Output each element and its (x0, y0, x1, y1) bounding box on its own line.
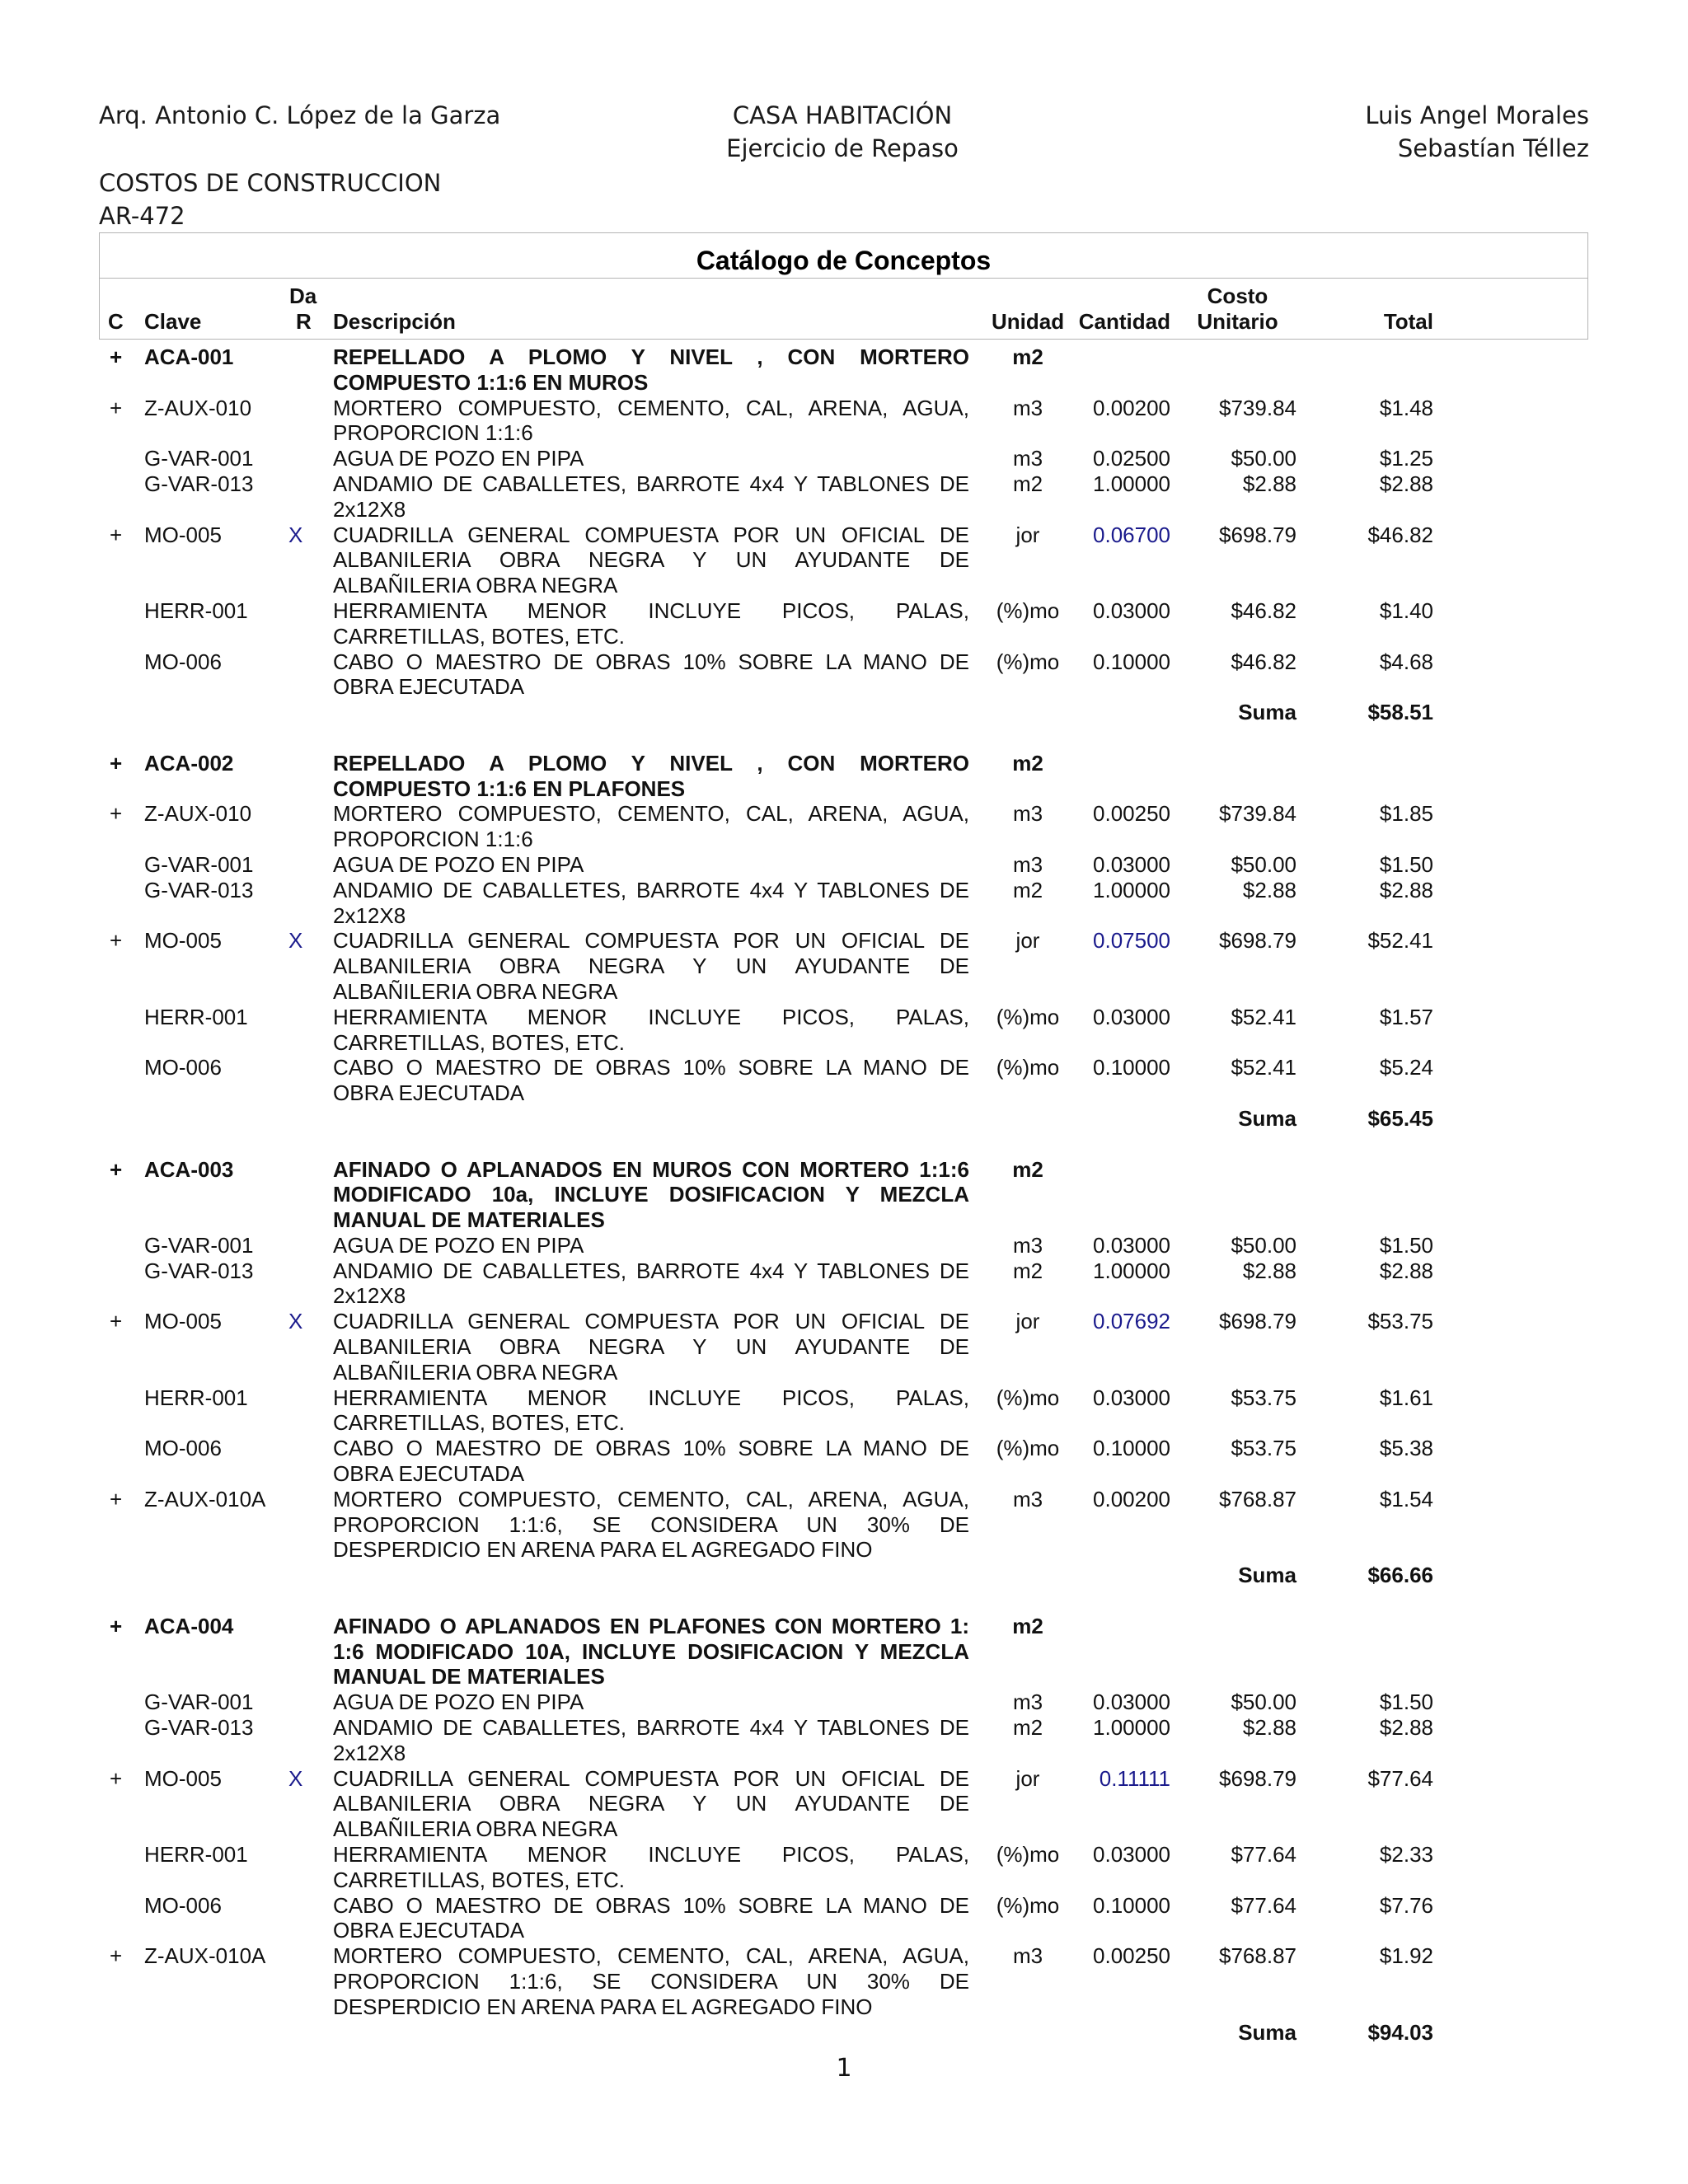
description-cell: CUADRILLA GENERAL COMPUESTA POR UN OFICIAL DE ALBANILERIA OBRA NEGRA Y UN AYUDANTE DE ALBAÑILERIA OBRA NEGRA (333, 1309, 969, 1385)
concept-table-body (0, 344, 1688, 2045)
clave-cell: Z-AUX-010 (144, 801, 252, 827)
clave-cell: G-VAR-013 (144, 1715, 254, 1741)
table-row (0, 649, 1688, 701)
sum-row (0, 1563, 1688, 1614)
expand-sign: + (110, 750, 123, 776)
concept-row (0, 1157, 1688, 1233)
clave-cell: HERR-001 (144, 1842, 248, 1868)
col-c: C (108, 309, 124, 334)
unit-cell: m2 (1012, 1715, 1043, 1741)
unit-cost-cell: $46.82 (1231, 649, 1296, 674)
clave-cell: G-VAR-001 (144, 1232, 254, 1258)
clave-cell: MO-006 (144, 1892, 222, 1918)
table-row (0, 1690, 1688, 1715)
unit-cost-cell: $50.00 (1231, 1690, 1296, 1715)
da-mark: X (288, 522, 303, 547)
quantity-cell: 0.07692 (1093, 1309, 1170, 1334)
col-costo-bottom: Unitario (1197, 309, 1278, 334)
description-cell: ANDAMIO DE CABALLETES, BARROTE 4x4 Y TABLONES DE 2x12X8 (333, 877, 969, 928)
unit-cell: m3 (1012, 446, 1043, 471)
quantity-cell: 0.03000 (1093, 598, 1170, 623)
clave-cell: MO-005 (144, 1765, 222, 1791)
unit-cost-cell: $53.75 (1231, 1436, 1296, 1461)
concept-row (0, 344, 1688, 396)
clave-cell: ACA-001 (144, 344, 234, 369)
table-row (0, 801, 1688, 852)
expand-sign: + (110, 1486, 123, 1511)
table-row (0, 523, 1688, 598)
clave-cell: G-VAR-001 (144, 446, 254, 471)
student-name-2: Sebastían Téllez (1397, 134, 1589, 162)
concept-row (0, 751, 1688, 802)
course-code: AR-472 (99, 202, 185, 230)
sum-total: $65.45 (1367, 1105, 1433, 1131)
expand-sign: + (110, 1156, 123, 1182)
unit-cost-cell: $2.88 (1242, 471, 1296, 496)
description-cell: REPELLADO A PLOMO Y NIVEL , CON MORTERO COMPUESTO 1:1:6 EN MUROS (333, 344, 969, 395)
sum-row (0, 2020, 1688, 2046)
unit-cell: m2 (1012, 1156, 1043, 1182)
expand-sign: + (110, 1765, 123, 1791)
expand-sign: + (110, 1613, 123, 1638)
student-name-1: Luis Angel Morales (1365, 101, 1589, 129)
unit-cell: (%)mo (996, 598, 1060, 623)
unit-cost-cell: $77.64 (1231, 1842, 1296, 1868)
clave-cell: Z-AUX-010A (144, 1486, 266, 1511)
col-cantidad: Cantidad (1078, 309, 1170, 334)
description-cell: ANDAMIO DE CABALLETES, BARROTE 4x4 Y TABLONES DE 2x12X8 (333, 471, 969, 522)
description-cell: AFINADO O APLANADOS EN MUROS CON MORTERO 1:1:6 MODIFICADO 10a, INCLUYE DOSIFICACION Y MEZCLA MANUAL DE MATERIALES (333, 1156, 969, 1233)
table-row (0, 1258, 1688, 1310)
unit-cell: (%)mo (996, 1004, 1060, 1029)
total-cell: $1.48 (1379, 395, 1433, 420)
clave-cell: MO-006 (144, 1055, 222, 1080)
description-cell: MORTERO COMPUESTO, CEMENTO, CAL, ARENA, AGUA, PROPORCION 1:1:6, SE CONSIDERA UN 30% DE DESPERDICIO EN ARENA PARA EL AGREGADO FINO (333, 1486, 969, 1563)
table-row (0, 396, 1688, 447)
col-descripcion: Descripción (333, 309, 456, 334)
description-cell: MORTERO COMPUESTO, CEMENTO, CAL, ARENA, AGUA, PROPORCION 1:1:6, SE CONSIDERA UN 30% DE DESPERDICIO EN ARENA PARA EL AGREGADO FINO (333, 1943, 969, 2019)
quantity-cell: 0.02500 (1093, 446, 1170, 471)
clave-cell: MO-005 (144, 522, 222, 547)
total-cell: $2.88 (1379, 1258, 1433, 1283)
unit-cell: m3 (1012, 1232, 1043, 1258)
clave-cell: G-VAR-001 (144, 851, 254, 877)
sum-label: Suma (1238, 2019, 1296, 2045)
description-cell: AFINADO O APLANADOS EN PLAFONES CON MORTERO 1: 1:6 MODIFICADO 10A, INCLUYE DOSIFICACION Y MEZCLA MANUAL DE MATERIALES (333, 1613, 969, 1690)
project-subtitle: Ejercicio de Repaso (726, 134, 959, 162)
expand-sign: + (110, 522, 123, 547)
unit-cell: (%)mo (996, 1436, 1060, 1461)
clave-cell: MO-005 (144, 928, 222, 954)
quantity-cell: 1.00000 (1093, 1258, 1170, 1283)
quantity-cell: 0.00250 (1093, 801, 1170, 827)
total-cell: $1.25 (1379, 446, 1433, 471)
course-name: COSTOS DE CONSTRUCCION (99, 169, 442, 197)
unit-cost-cell: $52.41 (1231, 1004, 1296, 1029)
sum-row (0, 1106, 1688, 1157)
header-left (99, 99, 500, 132)
catalog-title: Catálogo de Conceptos (696, 246, 992, 275)
total-cell: $2.88 (1379, 471, 1433, 496)
total-cell: $1.61 (1379, 1385, 1433, 1410)
unit-cost-cell: $52.41 (1231, 1055, 1296, 1080)
description-cell: ANDAMIO DE CABALLETES, BARROTE 4x4 Y TABLONES DE 2x12X8 (333, 1715, 969, 1765)
quantity-cell: 0.10000 (1093, 1055, 1170, 1080)
unit-cost-cell: $2.88 (1242, 877, 1296, 902)
sum-label: Suma (1238, 1563, 1296, 1588)
col-unidad: Unidad (992, 309, 1065, 334)
description-cell: AGUA DE POZO EN PIPA (333, 851, 584, 877)
unit-cell: m3 (1012, 851, 1043, 877)
total-cell: $5.38 (1379, 1436, 1433, 1461)
clave-cell: ACA-002 (144, 750, 234, 776)
unit-cell: (%)mo (996, 1385, 1060, 1410)
description-cell: CABO O MAESTRO DE OBRAS 10% SOBRE LA MANO DE OBRA EJECUTADA (333, 649, 969, 700)
unit-cost-cell: $698.79 (1219, 522, 1296, 547)
total-cell: $2.88 (1379, 1715, 1433, 1741)
clave-cell: Z-AUX-010 (144, 395, 252, 420)
quantity-cell: 0.03000 (1093, 1232, 1170, 1258)
description-cell: CABO O MAESTRO DE OBRAS 10% SOBRE LA MANO DE OBRA EJECUTADA (333, 1055, 969, 1106)
table-row (0, 928, 1688, 1004)
total-cell: $1.57 (1379, 1004, 1433, 1029)
expand-sign: + (110, 801, 123, 827)
unit-cost-cell: $2.88 (1242, 1258, 1296, 1283)
unit-cell: jor (1015, 928, 1040, 954)
unit-cell: jor (1015, 522, 1040, 547)
total-cell: $2.33 (1379, 1842, 1433, 1868)
clave-cell: ACA-003 (144, 1156, 234, 1182)
table-row (0, 1766, 1688, 1842)
page-number: 1 (836, 2054, 852, 2083)
project-title: CASA HABITACIÓN (732, 101, 953, 129)
description-cell: MORTERO COMPUESTO, CEMENTO, CAL, ARENA, AGUA, PROPORCION 1:1:6 (333, 801, 969, 852)
table-row (0, 1715, 1688, 1766)
unit-cell: (%)mo (996, 1842, 1060, 1868)
unit-cell: jor (1015, 1765, 1040, 1791)
unit-cell: m3 (1012, 1690, 1043, 1715)
table-row (0, 471, 1688, 523)
description-cell: HERRAMIENTA MENOR INCLUYE PICOS, PALAS, CARRETILLAS, BOTES, ETC. (333, 598, 969, 649)
quantity-cell: 0.10000 (1093, 1892, 1170, 1918)
quantity-cell: 0.00200 (1093, 395, 1170, 420)
total-cell: $46.82 (1367, 522, 1433, 547)
total-cell: $1.92 (1379, 1943, 1433, 1969)
description-cell: HERRAMIENTA MENOR INCLUYE PICOS, PALAS, CARRETILLAS, BOTES, ETC. (333, 1385, 969, 1436)
table-row (0, 1842, 1688, 1893)
total-cell: $7.76 (1379, 1892, 1433, 1918)
quantity-cell: 0.03000 (1093, 1842, 1170, 1868)
total-cell: $2.88 (1379, 877, 1433, 902)
unit-cell: m2 (1012, 1613, 1043, 1638)
table-row (0, 1055, 1688, 1106)
quantity-cell: 0.03000 (1093, 851, 1170, 877)
sum-total: $94.03 (1367, 2019, 1433, 2045)
catalog-divider (100, 278, 1587, 279)
total-cell: $77.64 (1367, 1765, 1433, 1791)
table-row (0, 1943, 1688, 2019)
concept-row (0, 1614, 1688, 1690)
total-cell: $52.41 (1367, 928, 1433, 954)
description-cell: REPELLADO A PLOMO Y NIVEL , CON MORTERO COMPUESTO 1:1:6 EN PLAFONES (333, 750, 969, 801)
clave-cell: G-VAR-013 (144, 1258, 254, 1283)
quantity-cell: 0.10000 (1093, 1436, 1170, 1461)
clave-cell: HERR-001 (144, 1385, 248, 1410)
total-cell: $1.50 (1379, 851, 1433, 877)
unit-cost-cell: $50.00 (1231, 1232, 1296, 1258)
col-costo-top: Costo (1207, 284, 1268, 308)
description-cell: ANDAMIO DE CABALLETES, BARROTE 4x4 Y TABLONES DE 2x12X8 (333, 1258, 969, 1309)
table-row (0, 1233, 1688, 1258)
sum-total: $58.51 (1367, 700, 1433, 725)
total-cell: $4.68 (1379, 649, 1433, 674)
quantity-cell: 0.10000 (1093, 649, 1170, 674)
col-total: Total (1383, 309, 1433, 334)
sum-label: Suma (1238, 700, 1296, 725)
quantity-cell: 0.03000 (1093, 1385, 1170, 1410)
total-cell: $5.24 (1379, 1055, 1433, 1080)
clave-cell: ACA-004 (144, 1613, 234, 1638)
col-clave: Clave (144, 309, 202, 334)
table-row (0, 878, 1688, 929)
expand-sign: + (110, 344, 123, 369)
table-row (0, 1385, 1688, 1436)
unit-cell: m3 (1012, 395, 1043, 420)
unit-cell: m3 (1012, 801, 1043, 827)
total-cell: $1.85 (1379, 801, 1433, 827)
header-center (678, 99, 1007, 165)
clave-cell: MO-005 (144, 1309, 222, 1334)
quantity-cell: 1.00000 (1093, 1715, 1170, 1741)
clave-cell: Z-AUX-010A (144, 1943, 266, 1969)
sum-row (0, 700, 1688, 751)
quantity-cell: 0.06700 (1093, 522, 1170, 547)
expand-sign: + (110, 395, 123, 420)
sum-total: $66.66 (1367, 1563, 1433, 1588)
quantity-cell: 1.00000 (1093, 471, 1170, 496)
unit-cell: m3 (1012, 1943, 1043, 1969)
table-row (0, 852, 1688, 878)
description-cell: CUADRILLA GENERAL COMPUESTA POR UN OFICIAL DE ALBANILERIA OBRA NEGRA Y UN AYUDANTE DE ALBAÑILERIA OBRA NEGRA (333, 1765, 969, 1842)
description-cell: CUADRILLA GENERAL COMPUESTA POR UN OFICIAL DE ALBANILERIA OBRA NEGRA Y UN AYUDANTE DE ALBAÑILERIA OBRA NEGRA (333, 522, 969, 598)
clave-cell: HERR-001 (144, 598, 248, 623)
clave-cell: MO-006 (144, 1436, 222, 1461)
total-cell: $1.50 (1379, 1232, 1433, 1258)
unit-cost-cell: $2.88 (1242, 1715, 1296, 1741)
unit-cell: m2 (1012, 1258, 1043, 1283)
unit-cell: m2 (1012, 471, 1043, 496)
table-row (0, 1487, 1688, 1563)
quantity-cell: 0.00200 (1093, 1486, 1170, 1511)
unit-cost-cell: $46.82 (1231, 598, 1296, 623)
description-cell: AGUA DE POZO EN PIPA (333, 1232, 584, 1258)
quantity-cell: 0.03000 (1093, 1004, 1170, 1029)
description-cell: CABO O MAESTRO DE OBRAS 10% SOBRE LA MANO DE OBRA EJECUTADA (333, 1436, 969, 1487)
clave-cell: G-VAR-013 (144, 471, 254, 496)
unit-cost-cell: $77.64 (1231, 1892, 1296, 1918)
description-cell: HERRAMIENTA MENOR INCLUYE PICOS, PALAS, CARRETILLAS, BOTES, ETC. (333, 1004, 969, 1055)
unit-cost-cell: $698.79 (1219, 1309, 1296, 1334)
table-row (0, 1005, 1688, 1056)
unit-cost-cell: $768.87 (1219, 1943, 1296, 1969)
total-cell: $1.54 (1379, 1486, 1433, 1511)
da-mark: X (288, 1765, 303, 1791)
quantity-cell: 1.00000 (1093, 877, 1170, 902)
table-row (0, 446, 1688, 471)
table-row (0, 1893, 1688, 1944)
description-cell: HERRAMIENTA MENOR INCLUYE PICOS, PALAS, CARRETILLAS, BOTES, ETC. (333, 1842, 969, 1892)
col-da-top: Da (289, 284, 317, 308)
quantity-cell: 0.00250 (1093, 1943, 1170, 1969)
unit-cost-cell: $50.00 (1231, 446, 1296, 471)
unit-cell: jor (1015, 1309, 1040, 1334)
quantity-cell: 0.03000 (1093, 1690, 1170, 1715)
unit-cost-cell: $50.00 (1231, 851, 1296, 877)
description-cell: AGUA DE POZO EN PIPA (333, 1690, 584, 1715)
clave-cell: MO-006 (144, 649, 222, 674)
description-cell: MORTERO COMPUESTO, CEMENTO, CAL, ARENA, AGUA, PROPORCION 1:1:6 (333, 395, 969, 446)
total-cell: $1.40 (1379, 598, 1433, 623)
unit-cell: m3 (1012, 1486, 1043, 1511)
quantity-cell: 0.07500 (1093, 928, 1170, 954)
clave-cell: G-VAR-013 (144, 877, 254, 902)
unit-cell: (%)mo (996, 1055, 1060, 1080)
sum-label: Suma (1238, 1105, 1296, 1131)
unit-cost-cell: $739.84 (1219, 395, 1296, 420)
unit-cell: (%)mo (996, 1892, 1060, 1918)
total-cell: $53.75 (1367, 1309, 1433, 1334)
table-row (0, 1309, 1688, 1385)
clave-cell: G-VAR-001 (144, 1690, 254, 1715)
unit-cost-cell: $698.79 (1219, 928, 1296, 954)
table-row (0, 598, 1688, 649)
unit-cell: m2 (1012, 344, 1043, 369)
header-right (1365, 99, 1589, 165)
unit-cell: m2 (1012, 877, 1043, 902)
description-cell: CUADRILLA GENERAL COMPUESTA POR UN OFICIAL DE ALBANILERIA OBRA NEGRA Y UN AYUDANTE DE ALBAÑILERIA OBRA NEGRA (333, 928, 969, 1004)
expand-sign: + (110, 1309, 123, 1334)
unit-cost-cell: $739.84 (1219, 801, 1296, 827)
unit-cell: (%)mo (996, 649, 1060, 674)
expand-sign: + (110, 1943, 123, 1969)
quantity-cell: 0.11111 (1099, 1765, 1170, 1791)
expand-sign: + (110, 928, 123, 954)
unit-cost-cell: $768.87 (1219, 1486, 1296, 1511)
description-cell: CABO O MAESTRO DE OBRAS 10% SOBRE LA MANO DE OBRA EJECUTADA (333, 1892, 969, 1943)
da-mark: X (288, 1309, 303, 1334)
unit-cell: m2 (1012, 750, 1043, 776)
unit-cost-cell: $698.79 (1219, 1765, 1296, 1791)
col-da-bottom: R (296, 309, 312, 334)
da-mark: X (288, 928, 303, 954)
table-row (0, 1436, 1688, 1487)
unit-cost-cell: $53.75 (1231, 1385, 1296, 1410)
author-name: Arq. Antonio C. López de la Garza (99, 101, 501, 129)
total-cell: $1.50 (1379, 1690, 1433, 1715)
clave-cell: HERR-001 (144, 1004, 248, 1029)
description-cell: AGUA DE POZO EN PIPA (333, 446, 584, 471)
course-block (99, 166, 441, 232)
